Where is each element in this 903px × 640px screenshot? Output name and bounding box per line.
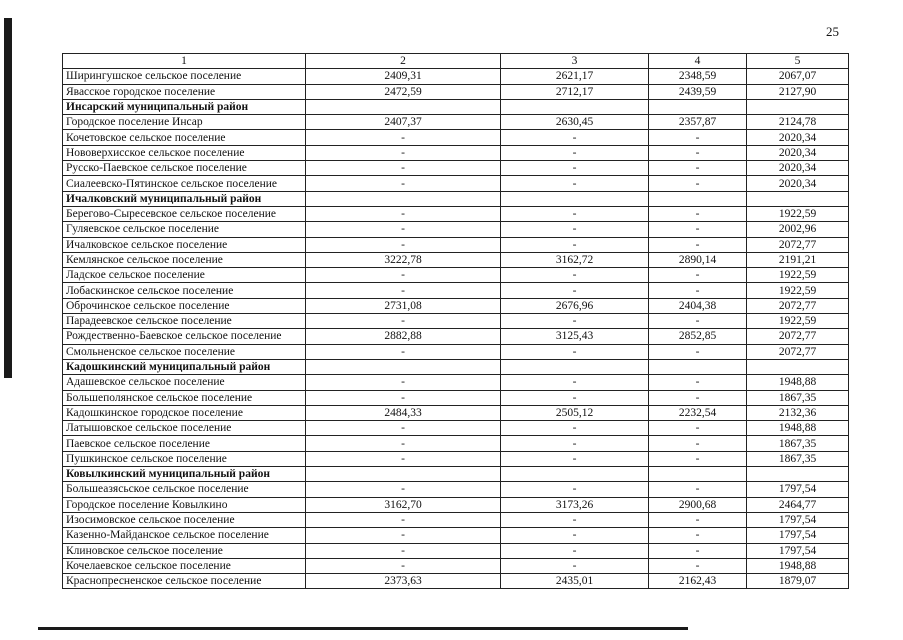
settlement-name: Кочелаевское сельское поселение [63, 558, 306, 573]
value-cell-4: - [649, 268, 747, 283]
value-cell-2: - [306, 451, 501, 466]
table-row [63, 314, 849, 329]
empty-cell [501, 359, 649, 374]
value-cell-5: 2072,77 [747, 237, 849, 252]
value-cell-5: 2191,21 [747, 252, 849, 267]
value-cell-5: 2020,34 [747, 130, 849, 145]
value-cell-2: - [306, 528, 501, 543]
value-cell-3: 2712,17 [501, 84, 649, 99]
value-cell-2: 2731,08 [306, 298, 501, 313]
value-cell-3: - [501, 482, 649, 497]
value-cell-4: 2900,68 [649, 497, 747, 512]
settlement-name: Русско-Паевское сельское поселение [63, 161, 306, 176]
table-row [63, 222, 849, 237]
value-cell-5: 2020,34 [747, 145, 849, 160]
empty-cell [747, 191, 849, 206]
settlement-name: Клиновское сельское поселение [63, 543, 306, 558]
value-cell-4: - [649, 436, 747, 451]
value-cell-3: - [501, 528, 649, 543]
empty-cell [649, 191, 747, 206]
value-cell-4: - [649, 558, 747, 573]
value-cell-4: 2357,87 [649, 115, 747, 130]
value-cell-2: - [306, 283, 501, 298]
value-cell-3: - [501, 237, 649, 252]
value-cell-4: 2404,38 [649, 298, 747, 313]
value-cell-3: - [501, 130, 649, 145]
value-cell-2: 2407,37 [306, 115, 501, 130]
value-cell-5: 2020,34 [747, 161, 849, 176]
settlement-name: Большеполянское сельское поселение [63, 390, 306, 405]
district-name: Ковылкинский муниципальный район [63, 467, 306, 482]
empty-cell [306, 99, 501, 114]
value-cell-4: - [649, 421, 747, 436]
empty-cell [649, 467, 747, 482]
settlement-name: Явасское городское поселение [63, 84, 306, 99]
district-name: Ичалковский муниципальный район [63, 191, 306, 206]
settlement-name: Кочетовское сельское поселение [63, 130, 306, 145]
table-row [63, 161, 849, 176]
value-cell-4: - [649, 283, 747, 298]
table-row [63, 512, 849, 527]
value-cell-3: - [501, 436, 649, 451]
value-cell-4: - [649, 176, 747, 191]
table-row [63, 298, 849, 313]
district-name: Кадошкинский муниципальный район [63, 359, 306, 374]
table-row [63, 84, 849, 99]
value-cell-3: - [501, 512, 649, 527]
value-cell-3: - [501, 344, 649, 359]
value-cell-4: - [649, 161, 747, 176]
table-row [63, 329, 849, 344]
table-row [63, 115, 849, 130]
value-cell-2: 3162,70 [306, 497, 501, 512]
settlement-name: Кемлянское сельское поселение [63, 252, 306, 267]
settlement-name: Нововерхисское сельское поселение [63, 145, 306, 160]
settlement-name: Изосимовское сельское поселение [63, 512, 306, 527]
district-row [63, 99, 849, 114]
table-row [63, 405, 849, 420]
value-cell-4: - [649, 390, 747, 405]
table-row [63, 390, 849, 405]
district-name: Инсарский муниципальный район [63, 99, 306, 114]
empty-cell [649, 99, 747, 114]
value-cell-3: - [501, 206, 649, 221]
table-row [63, 206, 849, 221]
value-cell-5: 2124,78 [747, 115, 849, 130]
value-cell-3: 3162,72 [501, 252, 649, 267]
table-row [63, 421, 849, 436]
settlement-name: Парадеевское сельское поселение [63, 314, 306, 329]
value-cell-3: - [501, 451, 649, 466]
value-cell-3: 3173,26 [501, 497, 649, 512]
table-row [63, 482, 849, 497]
value-cell-2: - [306, 482, 501, 497]
settlement-name: Пушкинское сельское поселение [63, 451, 306, 466]
value-cell-5: 2127,90 [747, 84, 849, 99]
value-cell-4: - [649, 314, 747, 329]
district-row [63, 191, 849, 206]
value-cell-2: - [306, 237, 501, 252]
settlement-name: Городское поселение Инсар [63, 115, 306, 130]
settlement-name: Лобаскинское сельское поселение [63, 283, 306, 298]
table-row [63, 451, 849, 466]
value-cell-2: 2484,33 [306, 405, 501, 420]
value-cell-5: 2020,34 [747, 176, 849, 191]
value-cell-2: - [306, 375, 501, 390]
value-cell-2: - [306, 145, 501, 160]
empty-cell [501, 191, 649, 206]
district-row [63, 467, 849, 482]
value-cell-2: 2472,59 [306, 84, 501, 99]
value-cell-5: 1922,59 [747, 268, 849, 283]
empty-cell [649, 359, 747, 374]
value-cell-3: - [501, 268, 649, 283]
table-row [63, 252, 849, 267]
scan-margin-bar [4, 18, 12, 378]
value-cell-5: 2002,96 [747, 222, 849, 237]
value-cell-3: - [501, 222, 649, 237]
value-cell-5: 1797,54 [747, 528, 849, 543]
value-cell-3: 2505,12 [501, 405, 649, 420]
value-cell-3: - [501, 421, 649, 436]
value-cell-2: - [306, 130, 501, 145]
empty-cell [306, 359, 501, 374]
settlement-name: Большеазясьское сельское поселение [63, 482, 306, 497]
value-cell-2: - [306, 512, 501, 527]
value-cell-3: 2621,17 [501, 69, 649, 84]
settlement-name: Адашевское сельское поселение [63, 375, 306, 390]
table-row [63, 145, 849, 160]
value-cell-4: - [649, 222, 747, 237]
value-cell-5: 1922,59 [747, 283, 849, 298]
value-cell-4: - [649, 512, 747, 527]
value-cell-2: - [306, 161, 501, 176]
column-header: 3 [501, 54, 649, 69]
value-cell-4: - [649, 543, 747, 558]
value-cell-4: - [649, 344, 747, 359]
value-cell-4: - [649, 375, 747, 390]
value-cell-5: 1797,54 [747, 543, 849, 558]
table-row [63, 283, 849, 298]
value-cell-4: - [649, 206, 747, 221]
empty-cell [747, 359, 849, 374]
value-cell-3: - [501, 314, 649, 329]
value-cell-5: 1948,88 [747, 375, 849, 390]
value-cell-2: - [306, 176, 501, 191]
settlement-name: Паевское сельское поселение [63, 436, 306, 451]
value-cell-4: 2162,43 [649, 574, 747, 589]
table-row [63, 543, 849, 558]
table-row [63, 528, 849, 543]
value-cell-2: 2882,88 [306, 329, 501, 344]
settlement-name: Ширингушское сельское поселение [63, 69, 306, 84]
settlement-table [62, 53, 849, 589]
table-row [63, 436, 849, 451]
value-cell-2: - [306, 222, 501, 237]
value-cell-5: 2132,36 [747, 405, 849, 420]
empty-cell [306, 191, 501, 206]
column-header: 5 [747, 54, 849, 69]
value-cell-3: 3125,43 [501, 329, 649, 344]
value-cell-3: - [501, 145, 649, 160]
value-cell-5: 1948,88 [747, 558, 849, 573]
value-cell-3: - [501, 161, 649, 176]
value-cell-4: 2232,54 [649, 405, 747, 420]
settlement-name: Латышовское сельское поселение [63, 421, 306, 436]
value-cell-4: - [649, 528, 747, 543]
value-cell-4: - [649, 145, 747, 160]
value-cell-3: - [501, 558, 649, 573]
table-row [63, 268, 849, 283]
table-row [63, 130, 849, 145]
table-header-row [63, 54, 849, 69]
settlement-name: Ичалковское сельское поселение [63, 237, 306, 252]
table-row [63, 497, 849, 512]
value-cell-3: - [501, 390, 649, 405]
value-cell-5: 1922,59 [747, 206, 849, 221]
settlement-name: Гуляевское сельское поселение [63, 222, 306, 237]
table-row [63, 237, 849, 252]
settlement-name: Смольненское сельское поселение [63, 344, 306, 359]
value-cell-3: - [501, 375, 649, 390]
settlement-name: Краснопресненское сельское поселение [63, 574, 306, 589]
empty-cell [747, 99, 849, 114]
value-cell-2: 3222,78 [306, 252, 501, 267]
value-cell-2: 2409,31 [306, 69, 501, 84]
settlement-name: Ладское сельское поселение [63, 268, 306, 283]
empty-cell [747, 467, 849, 482]
value-cell-5: 2072,77 [747, 329, 849, 344]
empty-cell [501, 467, 649, 482]
value-cell-2: 2373,63 [306, 574, 501, 589]
table-row [63, 344, 849, 359]
page-number: 25 [826, 24, 839, 39]
table-row [63, 574, 849, 589]
column-header: 4 [649, 54, 747, 69]
value-cell-3: 2676,96 [501, 298, 649, 313]
table-row [63, 69, 849, 84]
settlement-name: Берегово-Сыресевское сельское поселение [63, 206, 306, 221]
value-cell-4: - [649, 482, 747, 497]
value-cell-3: 2630,45 [501, 115, 649, 130]
column-header: 1 [63, 54, 306, 69]
value-cell-4: - [649, 237, 747, 252]
value-cell-4: 2890,14 [649, 252, 747, 267]
settlement-name: Городское поселение Ковылкино [63, 497, 306, 512]
empty-cell [306, 467, 501, 482]
value-cell-2: - [306, 558, 501, 573]
scan-bottom-line [38, 627, 688, 630]
value-cell-4: 2348,59 [649, 69, 747, 84]
value-cell-5: 1948,88 [747, 421, 849, 436]
settlement-name: Рождественно-Баевское сельское поселение [63, 329, 306, 344]
table-row [63, 558, 849, 573]
value-cell-5: 1867,35 [747, 451, 849, 466]
empty-cell [501, 99, 649, 114]
value-cell-2: - [306, 344, 501, 359]
value-cell-2: - [306, 314, 501, 329]
value-cell-4: 2852,85 [649, 329, 747, 344]
value-cell-5: 2067,07 [747, 69, 849, 84]
value-cell-3: - [501, 543, 649, 558]
value-cell-4: 2439,59 [649, 84, 747, 99]
value-cell-5: 2072,77 [747, 344, 849, 359]
value-cell-2: - [306, 268, 501, 283]
value-cell-2: - [306, 436, 501, 451]
value-cell-5: 1867,35 [747, 390, 849, 405]
table-row [63, 176, 849, 191]
value-cell-5: 2072,77 [747, 298, 849, 313]
value-cell-5: 1879,07 [747, 574, 849, 589]
table-row [63, 375, 849, 390]
value-cell-3: - [501, 176, 649, 191]
value-cell-2: - [306, 543, 501, 558]
value-cell-3: - [501, 283, 649, 298]
value-cell-4: - [649, 451, 747, 466]
value-cell-5: 1867,35 [747, 436, 849, 451]
settlement-name: Сиалеевско-Пятинское сельское поселение [63, 176, 306, 191]
value-cell-5: 1922,59 [747, 314, 849, 329]
settlement-name: Оброчинское сельское поселение [63, 298, 306, 313]
value-cell-2: - [306, 390, 501, 405]
district-row [63, 359, 849, 374]
value-cell-5: 1797,54 [747, 512, 849, 527]
value-cell-4: - [649, 130, 747, 145]
value-cell-3: 2435,01 [501, 574, 649, 589]
value-cell-2: - [306, 206, 501, 221]
settlement-name: Кадошкинское городское поселение [63, 405, 306, 420]
column-header: 2 [306, 54, 501, 69]
value-cell-5: 1797,54 [747, 482, 849, 497]
value-cell-2: - [306, 421, 501, 436]
settlement-name: Казенно-Майданское сельское поселение [63, 528, 306, 543]
value-cell-5: 2464,77 [747, 497, 849, 512]
